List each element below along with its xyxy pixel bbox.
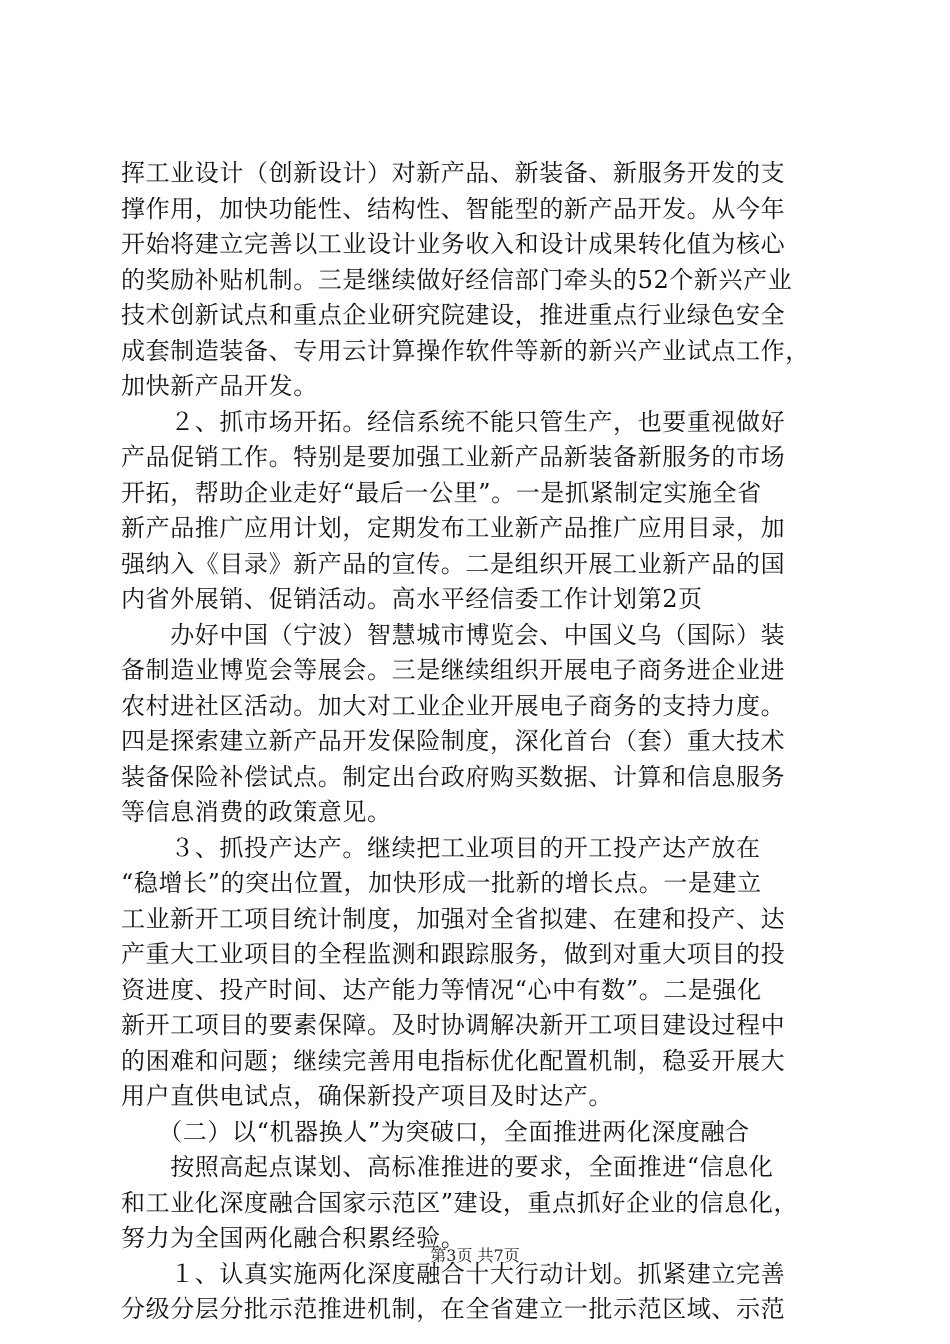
text-line: 等信息消费的政策意见。 bbox=[121, 798, 392, 826]
text-line: ３、抓投产达产。继续把工业项目的开工投产达产放在 bbox=[121, 833, 761, 862]
text-line: 和工业化深度融合国家示范区”建设，重点抓好企业的信息化， bbox=[121, 1188, 799, 1217]
text-line: 分级分层分批示范推进机制，在全省建立一批示范区域、示范 bbox=[121, 1295, 786, 1323]
text-line: 备制造业博览会等展会。三是继续组织开展电子商务进企业进 bbox=[121, 656, 786, 684]
text-line: 内省外展销、促销活动。高水平经信委工作计划第2页 bbox=[121, 585, 703, 613]
text-line: 产品促销工作。特别是要加强工业新产品新装备新服务的市场 bbox=[121, 443, 786, 471]
text-line: ２、抓市场开拓。经信系统不能只管生产，也要重视做好 bbox=[121, 407, 786, 436]
text-line: 新产品推广应用计划，定期发布工业新产品推广应用目录，加 bbox=[121, 514, 786, 542]
text-line: 新开工项目的要素保障。及时协调解决新开工项目建设过程中 bbox=[121, 1011, 786, 1039]
text-line: 成套制造装备、专用云计算操作软件等新的新兴产业试点工作， bbox=[121, 336, 810, 365]
text-line: 资进度、投产时间、达产能力等情况“心中有数”。二是强化 bbox=[121, 975, 762, 1004]
text-line: 挥工业设计（创新设计）对新产品、新装备、新服务开发的支 bbox=[121, 159, 786, 187]
page-number-footer: 第3页 共7页 bbox=[430, 1246, 520, 1265]
text-line: 工业新开工项目统计制度，加强对全省拟建、在建和投产、达 bbox=[121, 904, 786, 933]
text-line: 用户直供电试点，确保新投产项目及时达产。 bbox=[121, 1082, 613, 1110]
text-line: 农村进社区活动。加大对工业企业开展电子商务的支持力度。 bbox=[121, 691, 786, 720]
text-line: 开始将建立完善以工业设计业务收入和设计成果转化值为核心 bbox=[121, 230, 786, 258]
text-line: 技术创新试点和重点企业研究院建设，推进重点行业绿色安全 bbox=[121, 301, 786, 329]
text-line: 的困难和问题；继续完善用电指标优化配置机制，稳妥开展大 bbox=[121, 1046, 786, 1075]
text-line: 的奖励补贴机制。三是继续做好经信部门牵头的52个新兴产业 bbox=[121, 265, 793, 294]
text-line: 装备保险补偿试点。制定出台政府购买数据、计算和信息服务 bbox=[121, 762, 786, 791]
section-heading: （二）以“机器换人”为突破口，全面推进两化深度融合 bbox=[121, 1117, 750, 1146]
text-line: １、认真实施两化深度融合十大行动计划。抓紧建立完善 bbox=[121, 1259, 786, 1288]
text-line: 四是探索建立新产品开发保险制度，深化首台（套）重大技术 bbox=[121, 727, 786, 755]
document-body bbox=[121, 156, 837, 1328]
text-line: 撑作用，加快功能性、结构性、智能型的新产品开发。从今年 bbox=[121, 194, 786, 223]
text-line: “稳增长”的突出位置，加快形成一批新的增长点。一是建立 bbox=[121, 869, 762, 897]
text-line: 按照高起点谋划、高标准推进的要求，全面推进“信息化 bbox=[121, 1153, 774, 1181]
text-line: 加快新产品开发。 bbox=[121, 372, 318, 400]
text-line: 强纳入《目录》新产品的宣传。二是组织开展工业新产品的国 bbox=[121, 549, 786, 578]
text-line: 办好中国（宁波）智慧城市博览会、中国义乌（国际）装 bbox=[121, 620, 786, 649]
text-line: 产重大工业项目的全程监测和跟踪服务，做到对重大项目的投 bbox=[121, 940, 786, 968]
text-line: 努力为全国两化融合积累经验。 bbox=[121, 1224, 466, 1252]
text-line: 开拓，帮助企业走好“最后一公里”。一是抓紧制定实施全省 bbox=[121, 478, 762, 507]
